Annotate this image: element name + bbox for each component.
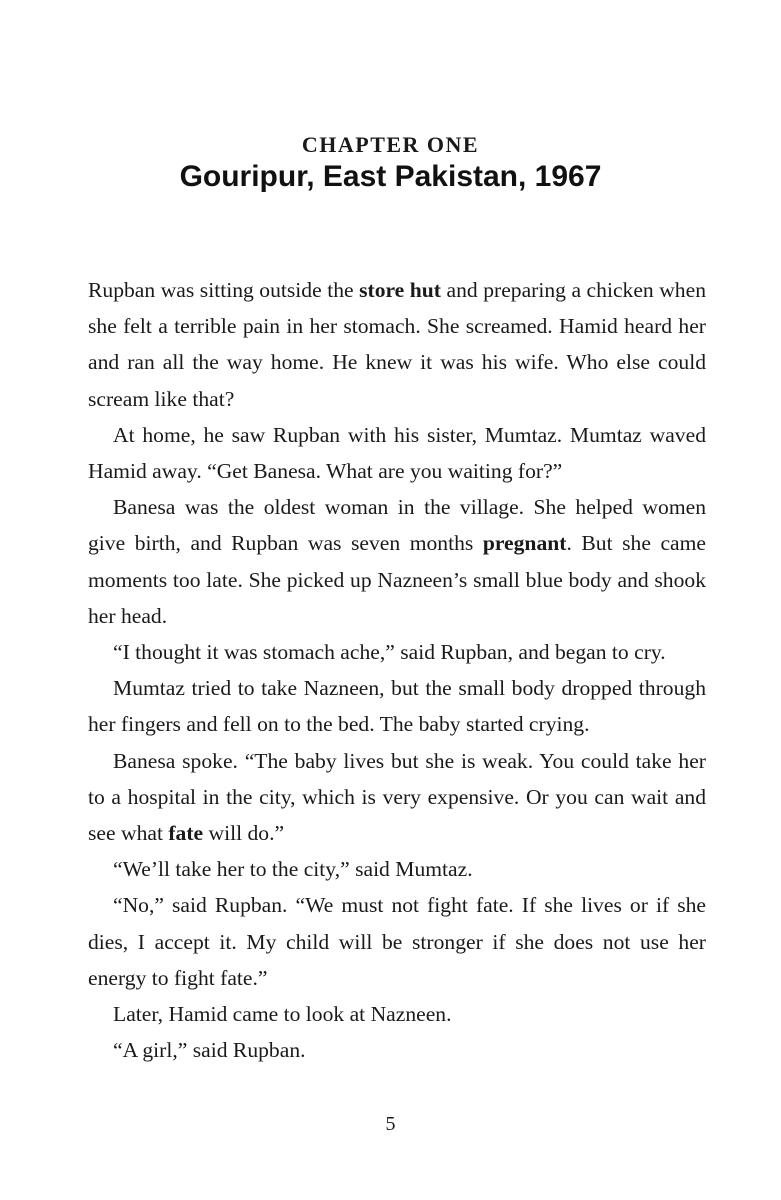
paragraph	[88, 743, 706, 852]
text-run: and preparing a chicken when she felt a terrible pain in her stomach. She screamed. Hamid heard her and ran all the way home. He knew it was his wife. Who else could scream like that?	[88, 278, 706, 411]
text-run: “No,” said Rupban. “We must not fight fate. If she lives or if she dies, I accept it. My child will be stronger if she does not use her energy to fight fate.”	[88, 893, 706, 990]
chapter-body	[88, 272, 706, 1068]
text-run: Banesa spoke. “The baby lives but she is weak. You could take her to a hospital in the city, which is very expensive. Or you can wait and see what	[88, 748, 706, 846]
text-run: Mumtaz tried to take Nazneen, but the small body dropped through her fingers and fell on to the bed. The baby started crying.	[88, 676, 706, 737]
paragraph	[88, 489, 706, 634]
paragraph	[88, 670, 706, 742]
glossary-term: fate	[168, 821, 204, 846]
paragraph	[88, 996, 706, 1032]
paragraph	[88, 1032, 706, 1068]
paragraph	[88, 272, 706, 417]
page-number: 5	[385, 1113, 396, 1135]
paragraph	[88, 417, 706, 489]
glossary-term: pregnant	[482, 531, 567, 556]
text-run: “A girl,” said Rupban.	[113, 1038, 306, 1063]
text-run: “We’ll take her to the city,” said Mumtaz.	[113, 857, 473, 882]
text-run: . But she came moments too late. She picked up Nazneen’s small blue body and shook her head.	[88, 531, 706, 628]
text-run: At home, he saw Rupban with his sister, Mumtaz. Mumtaz waved Hamid away. “Get Banesa. What are you waiting for?”	[88, 422, 706, 484]
text-run: Banesa was the oldest woman in the village. She helped women give birth, and Rupban was seven months	[88, 495, 706, 556]
text-run: will do.”	[203, 821, 285, 846]
paragraph	[88, 851, 706, 887]
text-run: “I thought it was stomach ache,” said Rupban, and began to cry.	[113, 640, 666, 665]
chapter-label: CHAPTER ONE	[301, 132, 480, 157]
text-run: Later, Hamid came to look at Nazneen.	[113, 1002, 452, 1027]
paragraph	[88, 887, 706, 996]
chapter-title: Gouripur, East Pakistan, 1967	[179, 160, 602, 193]
paragraph	[88, 634, 706, 670]
glossary-term: store hut	[359, 278, 441, 302]
text-run: Rupban was sitting outside the	[88, 278, 360, 302]
